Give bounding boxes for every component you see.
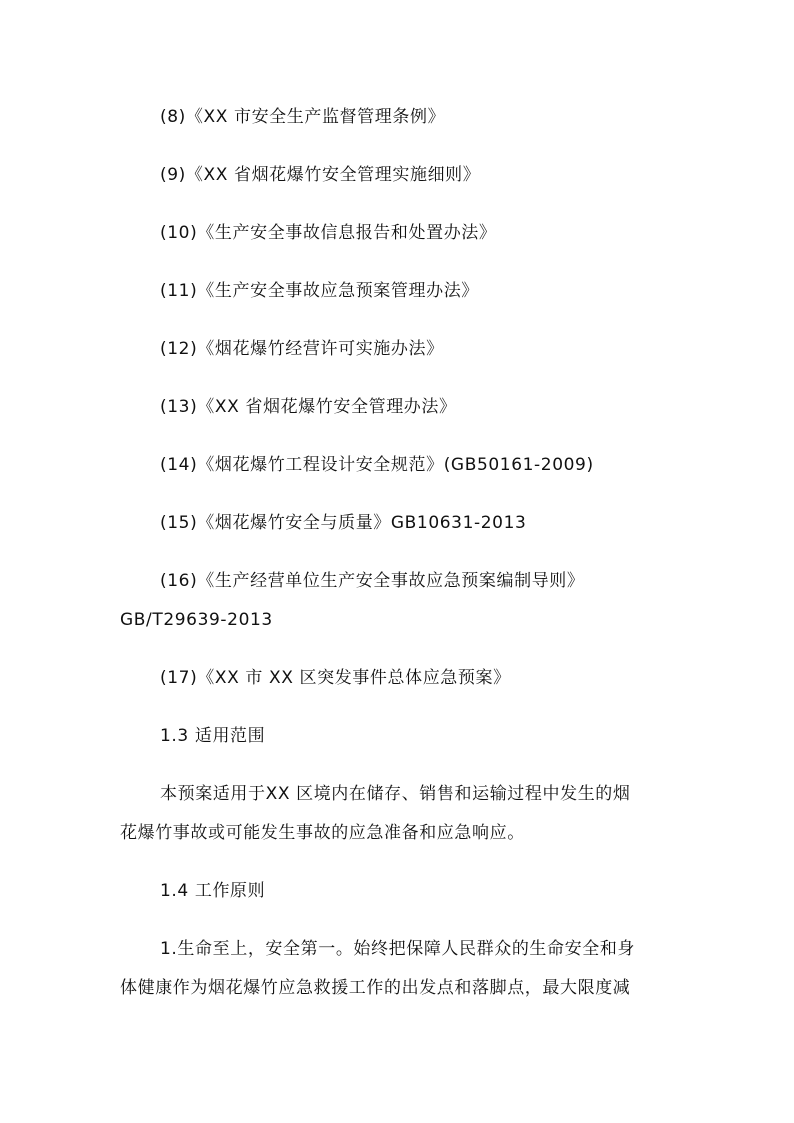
reference-item-12: (12)《烟花爆竹经营许可实施办法》 <box>160 339 444 359</box>
reference-item-14: (14)《烟花爆竹工程设计安全规范》(GB50161-2009) <box>160 455 594 475</box>
reference-item-10: (10)《生产安全事故信息报告和处置办法》 <box>160 223 497 243</box>
principle-1-line-1: 1.生命至上，安全第一。始终把保障人民群众的生命安全和身 <box>160 939 636 959</box>
section-1-3-paragraph-line-2: 花爆竹事故或可能发生事故的应急准备和应急响应。 <box>120 823 525 843</box>
section-1-4-heading: 1.4 工作原则 <box>160 881 266 901</box>
reference-item-17: (17)《XX 市 XX 区突发事件总体应急预案》 <box>160 668 511 688</box>
reference-item-16-continuation: GB/T29639-2013 <box>120 610 273 630</box>
section-1-3-heading: 1.3 适用范围 <box>160 726 266 746</box>
reference-item-15: (15)《烟花爆竹安全与质量》GB10631-2013 <box>160 513 527 533</box>
reference-item-9: (9)《XX 省烟花爆竹安全管理实施细则》 <box>160 165 481 185</box>
principle-1-line-2: 体健康作为烟花爆竹应急救援工作的出发点和落脚点，最大限度减 <box>120 978 631 998</box>
reference-item-13: (13)《XX 省烟花爆竹安全管理办法》 <box>160 397 457 417</box>
reference-item-16: (16)《生产经营单位生产安全事故应急预案编制导则》 <box>160 571 585 591</box>
section-1-3-paragraph-line-1: 本预案适用于XX 区境内在储存、销售和运输过程中发生的烟 <box>160 784 631 804</box>
reference-item-8: (8)《XX 市安全生产监督管理条例》 <box>160 107 446 127</box>
reference-item-11: (11)《生产安全事故应急预案管理办法》 <box>160 281 479 301</box>
